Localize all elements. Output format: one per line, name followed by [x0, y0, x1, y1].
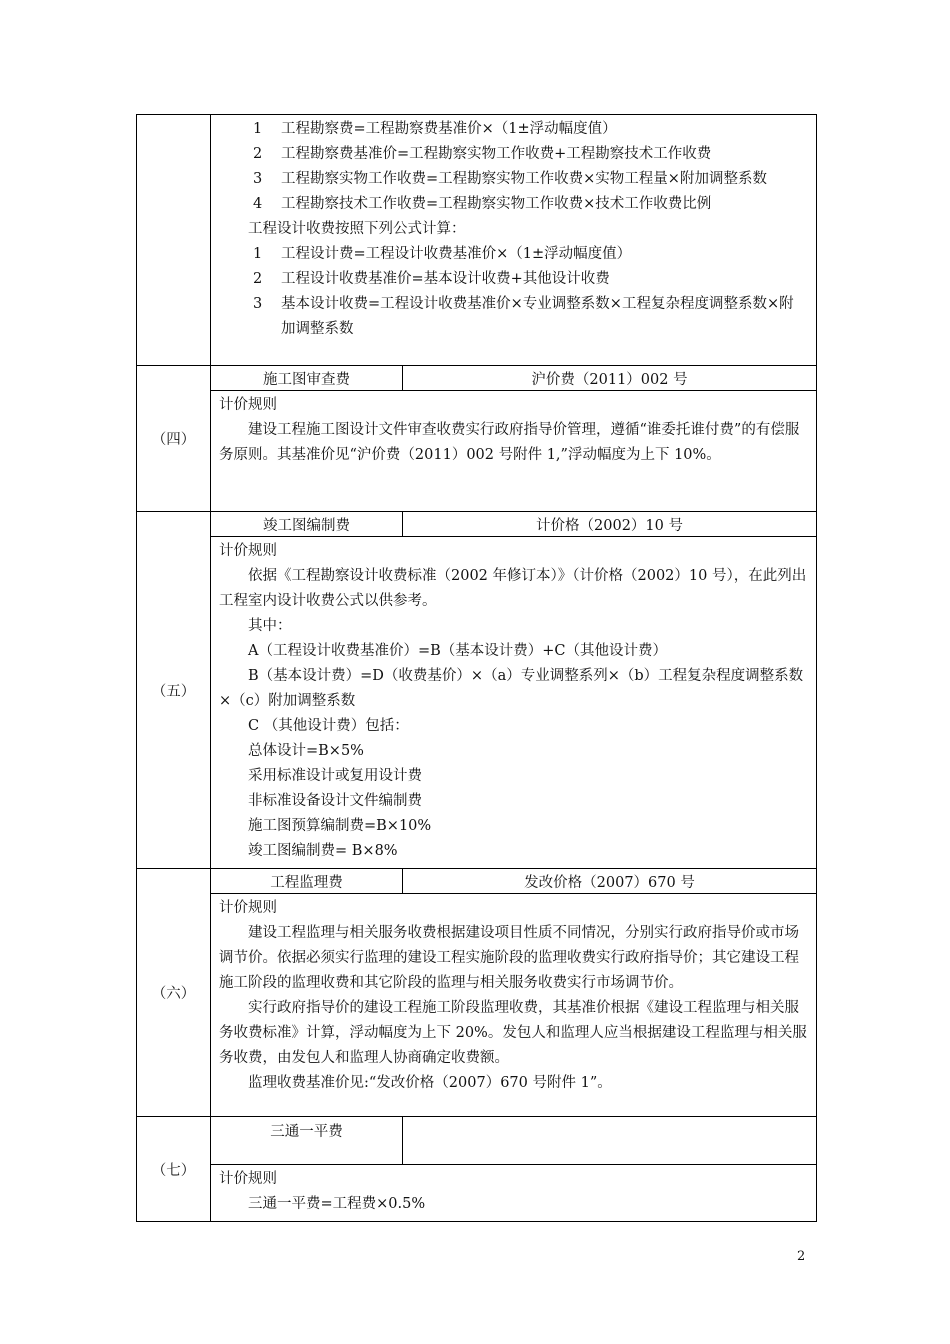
section-7-rule-cell [211, 1165, 817, 1222]
section-3-content [211, 115, 817, 366]
section-7-fee-name: 三通一平费 [211, 1117, 403, 1165]
section-4-document-ref: 沪价费（2011）002 号 [403, 366, 817, 391]
section-6-rule-row [137, 894, 817, 1117]
section-6-document-ref: 发改价格（2007）670 号 [403, 869, 817, 894]
section-5-fee-name: 竣工图编制费 [211, 512, 403, 537]
section-5-paragraph-1: 依据《工程勘察设计收费标准（2002 年修订本）》（计价格（2002）10 号），在此列出工程室内设计收费公式以供参考。 [219, 568, 807, 609]
section-6-header-row [137, 869, 817, 894]
section-7-number: （七） [137, 1117, 211, 1222]
section-4-fee-name: 施工图审查费 [211, 366, 403, 391]
section-7-rule-text: 三通一平费=工程费×0.5% [248, 1196, 426, 1212]
design-fee-intro: 工程设计收费按照下列公式计算： [248, 221, 466, 237]
section-5-line-8: 施工图预算编制费=B×10% [248, 818, 432, 834]
section-4-header-row [137, 366, 817, 391]
page-number: 2 [797, 1249, 806, 1264]
section-6-fee-name: 工程监理费 [211, 869, 403, 894]
survey-formula-3: 3 工程勘察实物工作收费=工程勘察实物工作收费×实物工程量×附加调整系数 [253, 171, 767, 187]
section-5-line-2: A（工程设计收费基准价）=B（基本设计费）+C（其他设计费） [248, 643, 668, 659]
section-5-rule-label: 计价规则 [219, 543, 277, 559]
section-6-paragraph-1: 建设工程监理与相关服务收费根据建设项目性质不同情况，分别实行政府指导价或市场调节价。依据必须实行监理的建设工程实施阶段的监理收费实行政府指导价；其它建设工程施工阶段的监理收费和其它阶段的监理与相关服务收费实行市场调节价。 [219, 925, 799, 991]
survey-formula-2: 2 工程勘察费基准价=工程勘察实物工作收费+工程勘察技术工作收费 [253, 146, 712, 162]
section-5-header-row [137, 512, 817, 537]
section-6-rule-cell [211, 894, 817, 1117]
section-5-document-ref: 计价格（2002）10 号 [403, 512, 817, 537]
section-5-line-1: 其中： [248, 618, 292, 634]
survey-formula-4: 4 工程勘察技术工作收费=工程勘察实物工作收费×技术工作收费比例 [253, 196, 712, 212]
section-7-header-row [137, 1117, 817, 1165]
section-5-line-9: 竣工图编制费= B×8% [248, 843, 398, 859]
section-5-rule-row [137, 537, 817, 869]
section-5-line-6: 采用标准设计或复用设计费 [248, 768, 422, 784]
section-4-rule-text: 建设工程施工图设计文件审查收费实行政府指导价管理，遵循“谁委托谁付费”的有偿服务原则。其基准价见“沪价费（2011）002 号附件 1,”浮动幅度为上下 10%。 [219, 422, 800, 463]
section-5-line-5: 总体设计=B×5% [248, 743, 364, 759]
section-5-rule-cell [211, 537, 817, 869]
fee-table [136, 114, 817, 1222]
section-7-rule-label: 计价规则 [219, 1171, 277, 1187]
section-6-paragraph-3: 监理收费基准价见:“发改价格（2007）670 号附件 1”。 [248, 1075, 612, 1091]
section-5-line-7: 非标准设备设计文件编制费 [248, 793, 422, 809]
section-4-number: （四） [137, 366, 211, 512]
survey-formula-1: 1 工程勘察费=工程勘察费基准价×（1±浮动幅度值） [253, 121, 617, 137]
design-formula-1: 1 工程设计费=工程设计收费基准价×（1±浮动幅度值） [253, 246, 632, 262]
section-4-rule-cell [211, 391, 817, 512]
section-3-row [137, 115, 817, 366]
design-formula-2: 2 工程设计收费基准价=基本设计收费+其他设计收费 [253, 271, 610, 287]
section-5-number: （五） [137, 512, 211, 869]
section-6-number: （六） [137, 869, 211, 1117]
section-7-document-ref [403, 1117, 817, 1165]
section-3-number-cell [137, 115, 211, 366]
section-7-rule-row [137, 1165, 817, 1222]
section-6-paragraph-2: 实行政府指导价的建设工程施工阶段监理收费，其基准价根据《建设工程监理与相关服务收费标准》计算，浮动幅度为上下 20%。发包人和监理人应当根据建设工程监理与相关服务收费，由发包人和监理人协商确定收费额。 [219, 1000, 807, 1066]
design-formula-3: 3 基本设计收费=工程设计收费基准价×专业调整系数×工程复杂程度调整系数×附加调整系数 [253, 296, 794, 337]
section-5-line-3: B（基本设计费）=D（收费基价）×（a）专业调整系列×（b）工程复杂程度调整系数×（c）附加调整系数 [219, 668, 804, 709]
section-5-line-4: C （其他设计费）包括： [248, 718, 409, 734]
section-4-rule-label: 计价规则 [219, 397, 277, 413]
section-4-rule-row [137, 391, 817, 512]
section-6-rule-label: 计价规则 [219, 900, 277, 916]
